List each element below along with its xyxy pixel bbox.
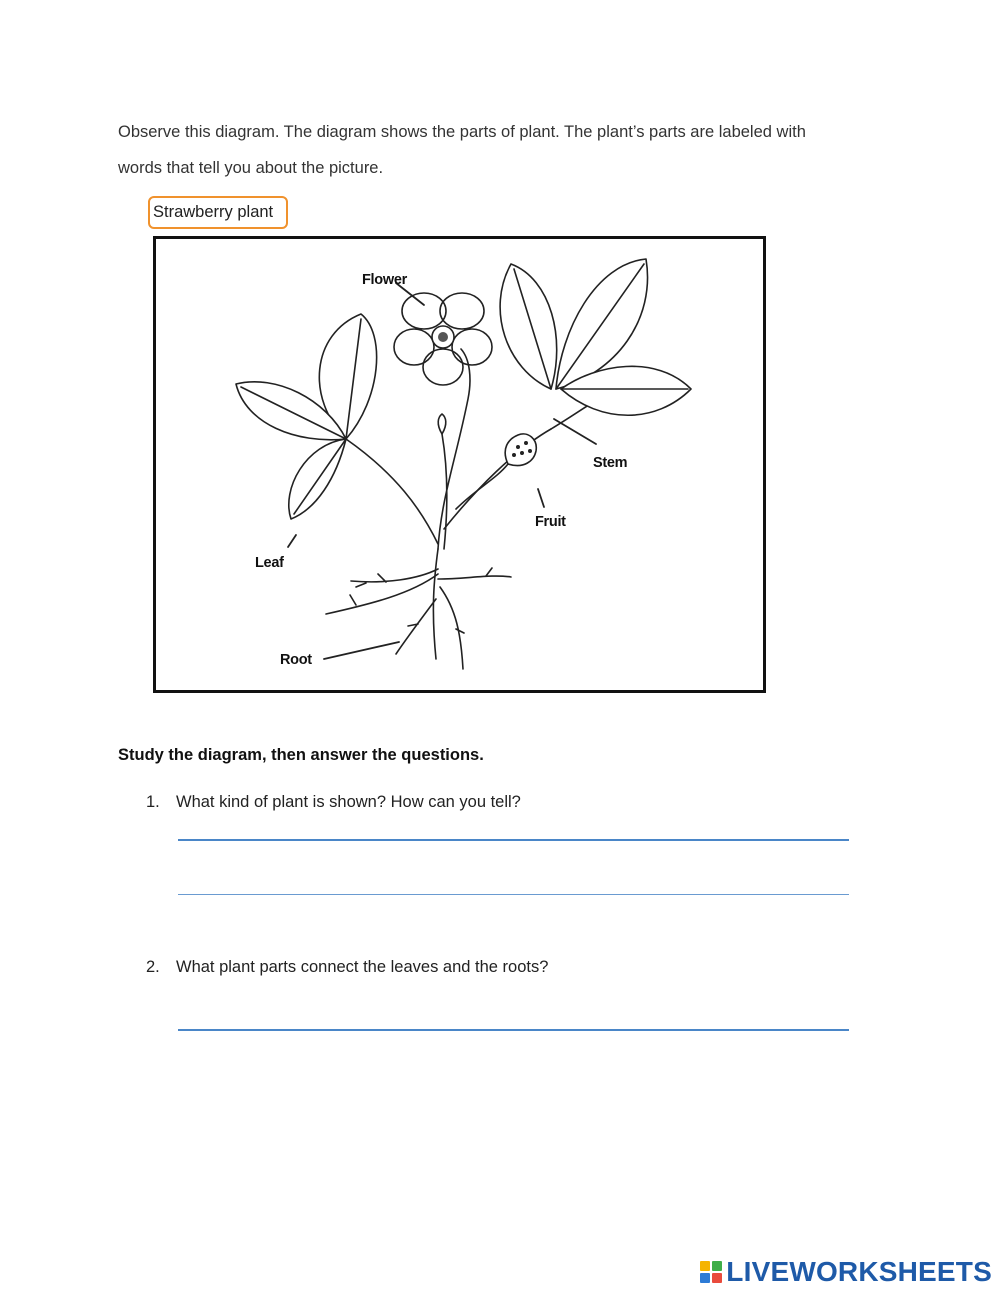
label-stem: Stem (593, 455, 628, 471)
answer-line-1a[interactable] (178, 839, 849, 841)
question-1-text: What kind of plant is shown? How can you tell? (176, 793, 521, 811)
label-root: Root (280, 652, 312, 668)
intro-line-1: Observe this diagram. The diagram shows the parts of plant. The plant’s parts are labeled with (118, 123, 806, 141)
logo-text: LIVEWORKSHEETS (726, 1256, 992, 1287)
instruction-heading: Study the diagram, then answer the questions. (118, 746, 484, 764)
question-2 (146, 958, 548, 977)
logo-block (700, 1261, 710, 1271)
question-2-text: What plant parts connect the leaves and the roots? (176, 958, 549, 976)
answer-line-2[interactable] (178, 1029, 849, 1031)
logo-block (700, 1273, 710, 1283)
label-flower: Flower (362, 272, 407, 288)
liveworksheets-logo (700, 1254, 992, 1290)
plant-diagram (153, 236, 766, 693)
question-2-number: 2. (146, 958, 160, 976)
strawberry-plant-illustration (156, 239, 763, 690)
intro-line-2: words that tell you about the picture. (118, 159, 384, 177)
label-fruit: Fruit (535, 514, 566, 530)
logo-block (712, 1261, 722, 1271)
answer-line-1b[interactable] (178, 894, 849, 895)
intro-paragraph (118, 114, 898, 186)
logo-blocks-icon (700, 1261, 722, 1283)
question-1 (146, 793, 521, 812)
answer-box-text: Strawberry plant (153, 203, 274, 221)
label-leaf: Leaf (255, 555, 284, 571)
logo-block (712, 1273, 722, 1283)
question-1-number: 1. (146, 793, 160, 811)
answer-box-plant-name[interactable] (148, 196, 288, 229)
